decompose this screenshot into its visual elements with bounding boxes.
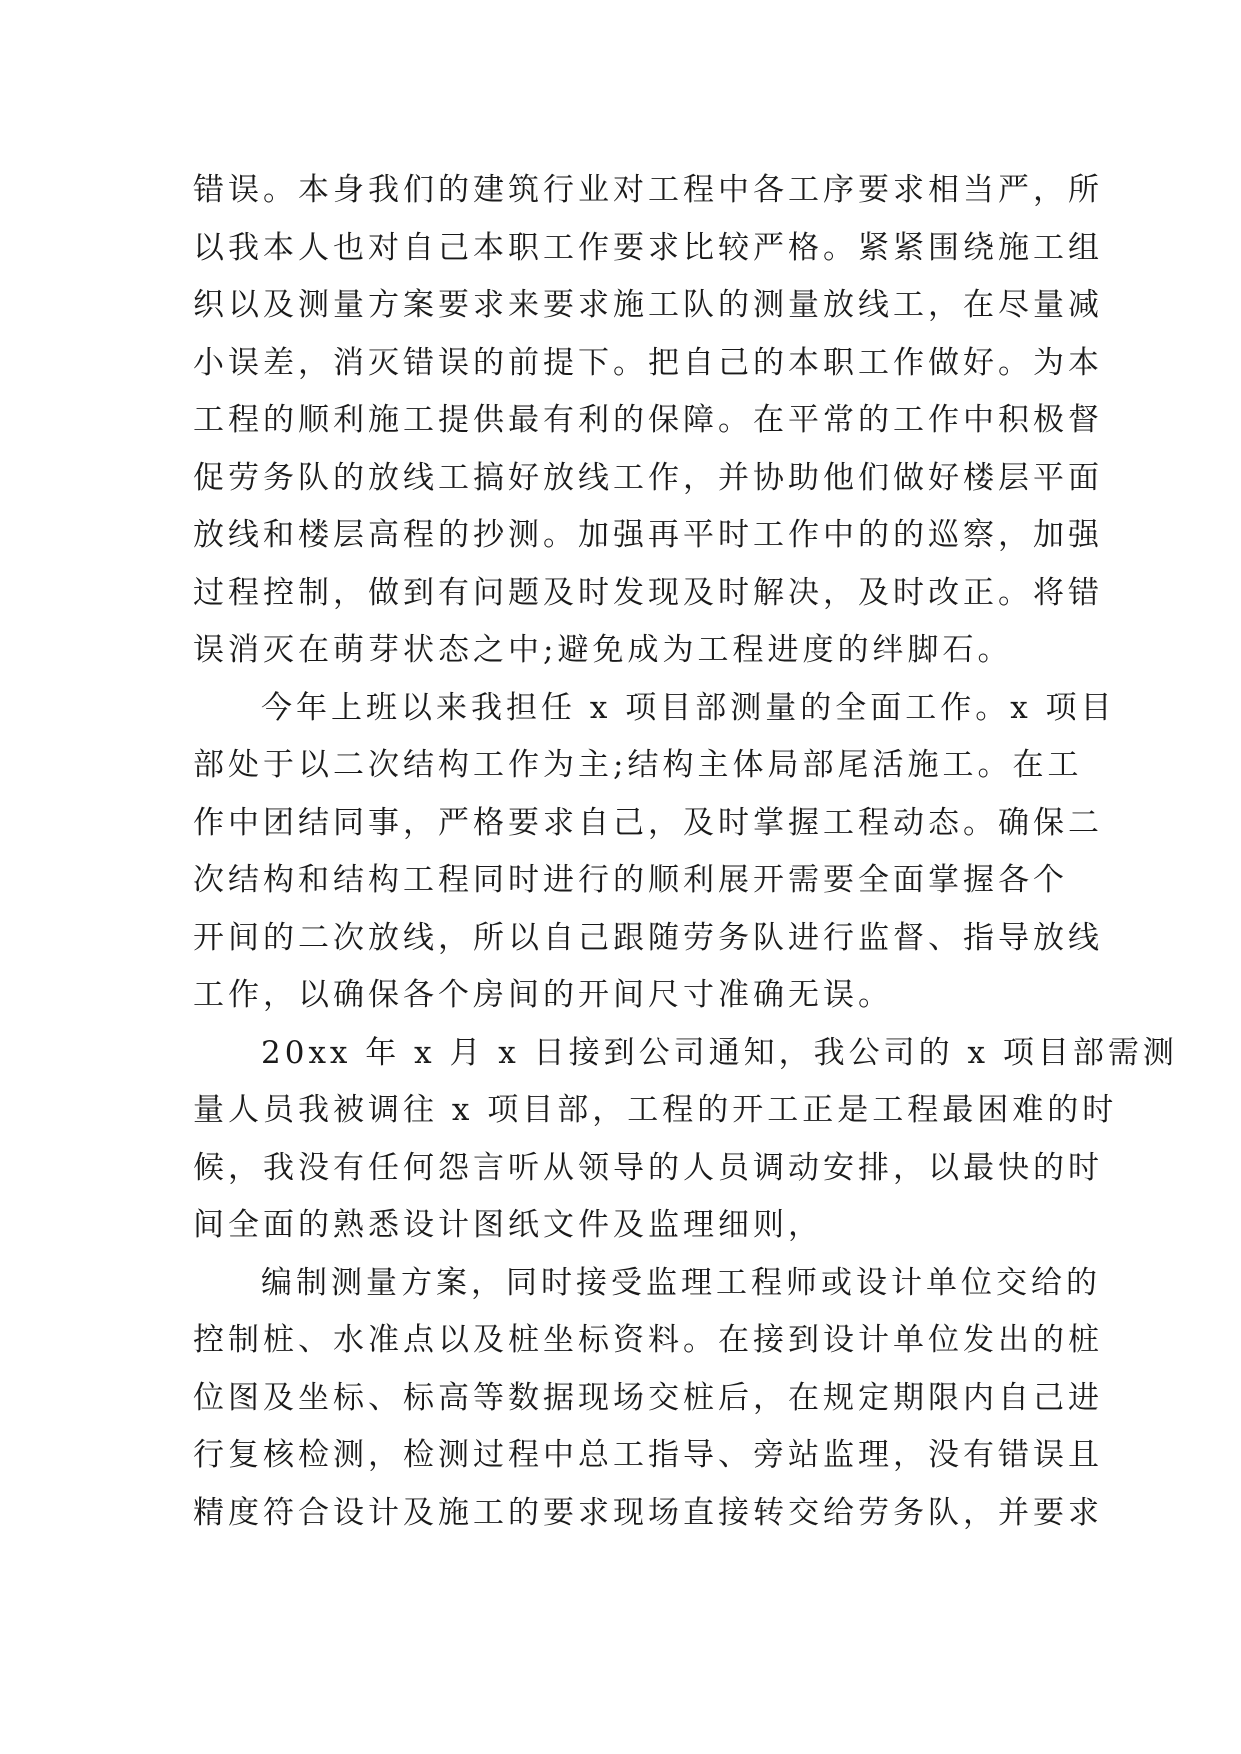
paragraph-start-line: 编制测量方案，同时接受监理工程师或设计单位交给的 (261, 1264, 1101, 1301)
text-line: 候，我没有任何怨言听从领导的人员调动安排，以最快的时 (193, 1149, 1103, 1186)
text-line: 放线和楼层高程的抄测。加强再平时工作中的的巡察，加强 (193, 517, 1103, 553)
text-line: 过程控制，做到有问题及时发现及时解决，及时改正。将错 (193, 574, 1103, 611)
text-line: 次结构和结构工程同时进行的顺利展开需要全面掌握各个 (193, 862, 1068, 898)
text-line: 工程的顺利施工提供最有利的保障。在平常的工作中积极督 (193, 402, 1103, 438)
text-line: 位图及坐标、标高等数据现场交桩后，在规定期限内自己进 (193, 1379, 1103, 1416)
document-body (193, 162, 1178, 1542)
text-line: 作中团结同事，严格要求自己，及时掌握工程动态。确保二 (193, 804, 1103, 841)
text-line: 小误差，消灭错误的前提下。把自己的本职工作做好。为本 (193, 344, 1103, 381)
paragraph-start-line: 今年上班以来我担任 x 项目部测量的全面工作。x 项目 (261, 689, 1116, 726)
text-line: 部处于以二次结构工作为主;结构主体局部尾活施工。在工 (193, 747, 1083, 783)
text-line: 误消灭在萌芽状态之中;避免成为工程进度的绊脚石。 (193, 632, 1013, 668)
text-line: 开间的二次放线，所以自己跟随劳务队进行监督、指导放线 (193, 919, 1103, 956)
text-line: 控制桩、水准点以及桩坐标资料。在接到设计单位发出的桩 (193, 1322, 1103, 1358)
text-line: 错误。本身我们的建筑行业对工程中各工序要求相当严，所 (193, 172, 1103, 208)
text-line: 织以及测量方案要求来要求施工队的测量放线工，在尽量减 (193, 287, 1103, 323)
paragraph-start-line: 20xx 年 x 月 x 日接到公司通知，我公司的 x 项目部需测 (261, 1034, 1178, 1071)
text-line: 工作，以确保各个房间的开间尺寸准确无误。 (193, 977, 893, 1013)
text-line: 行复核检测，检测过程中总工指导、旁站监理，没有错误且 (193, 1437, 1103, 1473)
text-line: 精度符合设计及施工的要求现场直接转交给劳务队，并要求 (193, 1494, 1103, 1531)
text-line: 量人员我被调往 x 项目部，工程的开工正是工程最困难的时 (193, 1092, 1118, 1128)
text-line: 间全面的熟悉设计图纸文件及监理细则， (193, 1207, 823, 1243)
text-line: 促劳务队的放线工搞好放线工作，并协助他们做好楼层平面 (193, 459, 1103, 496)
text-line: 以我本人也对自己本职工作要求比较严格。紧紧围绕施工组 (193, 229, 1103, 266)
